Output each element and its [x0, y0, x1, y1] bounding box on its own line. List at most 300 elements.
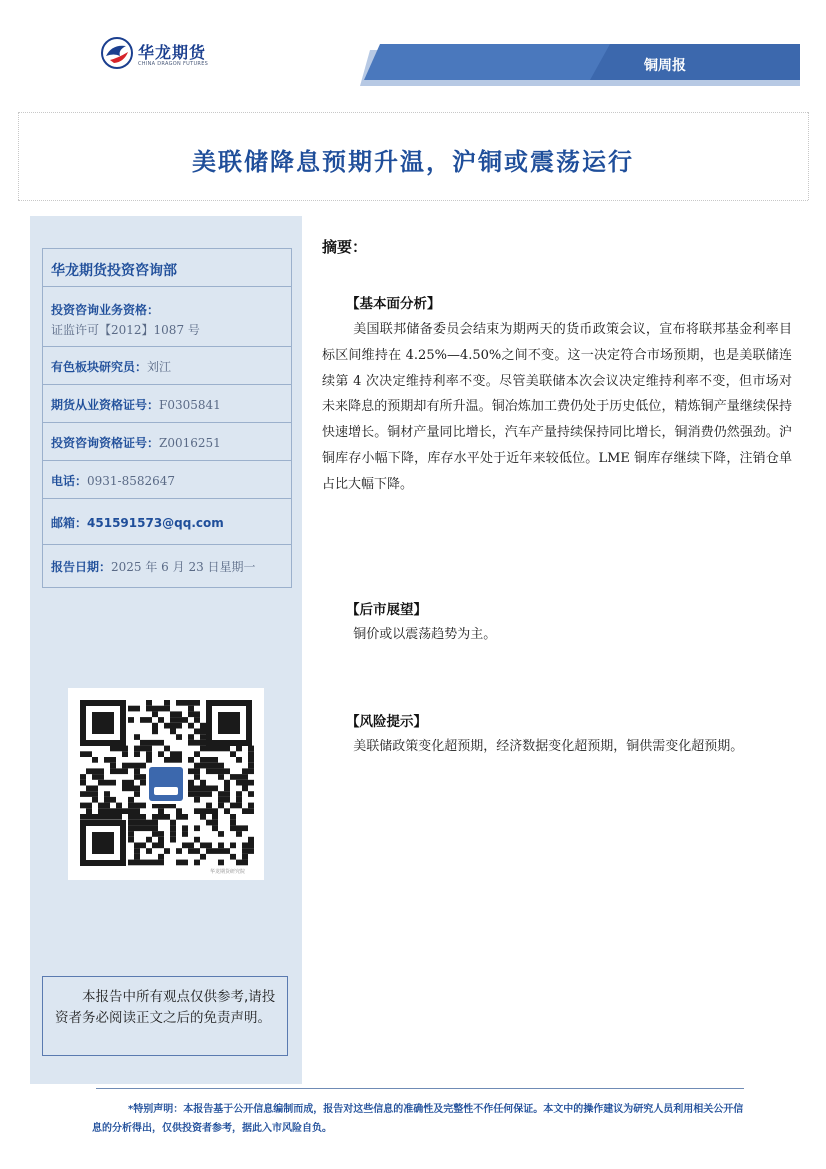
footer-divider — [96, 1088, 744, 1089]
qr-module — [176, 700, 182, 706]
qr-module — [152, 860, 158, 866]
qr-module — [128, 797, 134, 803]
qr-module — [158, 717, 164, 723]
qr-module — [116, 803, 122, 809]
qr-module — [158, 740, 164, 746]
divider-top — [18, 112, 808, 113]
qr-module — [92, 814, 98, 820]
qr-module — [158, 854, 164, 860]
qr-module — [194, 786, 200, 792]
wechat-qr-code — [68, 688, 264, 880]
qr-module — [218, 774, 224, 780]
qr-module — [158, 843, 164, 849]
qr-module — [134, 734, 140, 740]
qr-module — [152, 740, 158, 746]
qr-module — [200, 843, 206, 849]
qr-module — [134, 854, 140, 860]
qr-module — [248, 768, 254, 774]
qr-module — [218, 860, 224, 866]
qr-module — [134, 706, 140, 712]
qr-module — [146, 740, 152, 746]
qr-module — [194, 700, 200, 706]
qr-module — [242, 854, 248, 860]
qr-module — [170, 837, 176, 843]
qr-module — [188, 711, 194, 717]
qr-module — [248, 837, 254, 843]
qr-module — [158, 808, 164, 814]
qr-module — [80, 774, 86, 780]
qr-module — [122, 751, 128, 757]
qr-module — [176, 723, 182, 729]
qr-module — [146, 860, 152, 866]
qr-module — [218, 843, 224, 849]
qr-module — [146, 820, 152, 826]
qr-module — [206, 763, 212, 769]
qr-module — [242, 808, 248, 814]
qr-module — [92, 786, 98, 792]
phone-row — [43, 461, 291, 499]
fundamentals-paragraph: 美国联邦储备委员会结束为期两天的货币政策会议，宣布将联邦基金利率目标区间维持在 4.25%—4.50%之间不变。这一决定符合市场预期，也是美联储连续第 4 次决定维持利率不变。尽管美联储本次会议决定维持利率不变，但市场对未来降息的预期却有所升温。铜冶炼加工费仍处于历史低位，精炼铜产量继续保持快速增长。铜材产量同比增长，汽车产量持续保持同比增长，铜消费仍然强劲。沪铜库存小幅下降，库存水平处于近年来较低位。LME 铜库存继续下降，注销仓单占比大幅下降。 — [322, 322, 792, 492]
qr-module — [140, 814, 146, 820]
qr-module — [236, 757, 242, 763]
qr-module — [152, 711, 158, 717]
qr-module — [242, 774, 248, 780]
qr-module — [206, 786, 212, 792]
qr-module — [80, 791, 86, 797]
company-subtitle: CHINA DRAGON FUTURES — [138, 61, 209, 67]
qr-module — [110, 808, 116, 814]
qr-module — [182, 700, 188, 706]
qr-module — [140, 763, 146, 769]
qr-module — [218, 848, 224, 854]
qr-module — [164, 700, 170, 706]
qr-module — [134, 808, 140, 814]
qr-module — [158, 860, 164, 866]
qr-module — [164, 746, 170, 752]
qualification-label: 投资咨询业务资格： — [51, 303, 160, 317]
qr-module — [206, 803, 212, 809]
researcher-label: 有色板块研究员： — [51, 360, 148, 374]
qr-module — [122, 786, 128, 792]
qr-module — [134, 746, 140, 752]
qr-module — [98, 780, 104, 786]
qr-module — [80, 780, 86, 786]
outlook-heading: 【后市展望】 — [346, 602, 427, 618]
qr-module — [236, 825, 242, 831]
qr-module — [218, 797, 224, 803]
qr-module — [128, 825, 134, 831]
qr-module — [206, 843, 212, 849]
qr-module — [116, 768, 122, 774]
department-row — [43, 249, 291, 287]
qr-module — [200, 723, 206, 729]
qr-module — [134, 751, 140, 757]
qr-module — [122, 808, 128, 814]
contact-info-box — [42, 248, 292, 588]
qr-module — [164, 706, 170, 712]
qr-module — [164, 757, 170, 763]
qr-module — [236, 746, 242, 752]
report-date-row — [43, 545, 291, 587]
qr-module — [86, 803, 92, 809]
qr-finder-top-left — [80, 700, 126, 746]
qr-module — [170, 831, 176, 837]
qr-module — [110, 768, 116, 774]
qr-module — [158, 837, 164, 843]
qr-module — [104, 791, 110, 797]
sidebar-disclaimer — [42, 976, 288, 1056]
qr-module — [200, 763, 206, 769]
qr-module — [140, 860, 146, 866]
qr-module — [128, 763, 134, 769]
qr-module — [104, 808, 110, 814]
qr-module — [110, 814, 116, 820]
qr-module — [122, 746, 128, 752]
qr-module — [152, 825, 158, 831]
qr-module — [104, 814, 110, 820]
qr-module — [176, 734, 182, 740]
qr-module — [176, 808, 182, 814]
qr-module — [104, 757, 110, 763]
qr-module — [128, 717, 134, 723]
qr-module — [104, 803, 110, 809]
divider-bottom — [18, 200, 808, 201]
qr-module — [128, 860, 134, 866]
qr-module — [152, 820, 158, 826]
qr-module — [218, 803, 224, 809]
qr-module — [218, 791, 224, 797]
qr-module — [212, 808, 218, 814]
qr-module — [206, 757, 212, 763]
qualification-row — [43, 287, 291, 347]
qr-module — [206, 791, 212, 797]
qr-module — [188, 734, 194, 740]
qr-module — [134, 803, 140, 809]
qr-module — [242, 768, 248, 774]
qr-module — [188, 757, 194, 763]
qr-module — [98, 808, 104, 814]
qr-module — [212, 820, 218, 826]
qr-module — [140, 780, 146, 786]
qr-module — [176, 860, 182, 866]
qr-module — [140, 820, 146, 826]
qr-module — [98, 803, 104, 809]
qr-module — [206, 746, 212, 752]
qr-module — [152, 843, 158, 849]
qr-module — [98, 768, 104, 774]
qr-module — [206, 848, 212, 854]
qr-module — [146, 746, 152, 752]
qr-module — [158, 706, 164, 712]
qr-module — [230, 854, 236, 860]
risk-paragraph: 美联储政策变化超预期，经济数据变化超预期，铜供需变化超预期。 — [353, 739, 744, 754]
report-type-label: 铜周报 — [644, 58, 686, 74]
qr-caption: 华龙期货研究院 — [210, 869, 246, 875]
qr-module — [212, 768, 218, 774]
sidebar-disclaimer-text: 本报告中所有观点仅供参考,请投资者务必阅读正文之后的免责声明。 — [55, 989, 276, 1026]
qr-module — [80, 751, 86, 757]
qr-module — [80, 814, 86, 820]
qr-module — [86, 814, 92, 820]
qr-module — [182, 843, 188, 849]
qr-module — [236, 791, 242, 797]
qr-module — [194, 711, 200, 717]
qr-module — [92, 768, 98, 774]
qr-module — [194, 717, 200, 723]
researcher-value: 刘江 — [147, 360, 172, 374]
qr-module — [146, 706, 152, 712]
qr-module — [194, 763, 200, 769]
qr-module — [158, 751, 164, 757]
qualification-value: 证监许可【2012】1087 号 — [51, 323, 200, 337]
qr-module — [224, 786, 230, 792]
qr-module — [134, 843, 140, 849]
outlook-paragraph: 铜价或以震荡趋势为主。 — [353, 627, 497, 642]
qr-module — [152, 831, 158, 837]
qr-module — [248, 763, 254, 769]
futures-cert-row — [43, 385, 291, 423]
qr-module — [86, 791, 92, 797]
qr-module — [188, 843, 194, 849]
qr-module — [146, 700, 152, 706]
qr-module — [116, 746, 122, 752]
qr-module — [128, 786, 134, 792]
qr-module — [194, 825, 200, 831]
qr-module — [194, 848, 200, 854]
qr-module — [176, 757, 182, 763]
qr-module — [116, 808, 122, 814]
email-row — [43, 499, 291, 545]
qr-module — [212, 763, 218, 769]
qr-module — [218, 746, 224, 752]
qr-module — [122, 763, 128, 769]
qr-module — [134, 825, 140, 831]
qr-module — [194, 808, 200, 814]
qr-module — [206, 768, 212, 774]
qr-module — [236, 803, 242, 809]
researcher-row — [43, 347, 291, 385]
qr-module — [98, 814, 104, 820]
qr-module — [158, 814, 164, 820]
qr-module — [212, 848, 218, 854]
qr-module — [194, 797, 200, 803]
qr-module — [188, 848, 194, 854]
consult-cert-value: Z0016251 — [159, 436, 221, 450]
qr-module — [212, 825, 218, 831]
qr-module — [134, 763, 140, 769]
qr-module — [248, 757, 254, 763]
qr-module — [140, 825, 146, 831]
qr-module — [230, 820, 236, 826]
qr-module — [248, 803, 254, 809]
qr-module — [224, 808, 230, 814]
dragon-logo-icon — [100, 36, 134, 70]
qr-module — [194, 729, 200, 735]
qr-module — [248, 843, 254, 849]
qr-module — [188, 768, 194, 774]
qr-module — [200, 757, 206, 763]
qr-module — [104, 780, 110, 786]
qr-module — [188, 740, 194, 746]
qr-module — [200, 791, 206, 797]
qr-module — [242, 860, 248, 866]
qr-module — [152, 729, 158, 735]
qr-module — [236, 831, 242, 837]
qr-module — [86, 751, 92, 757]
qr-module — [182, 717, 188, 723]
report-title: 美联储降息预期升温，沪铜或震荡运行 — [192, 148, 634, 176]
qr-module — [224, 797, 230, 803]
qr-module — [128, 820, 134, 826]
qr-module — [134, 860, 140, 866]
qr-module — [242, 780, 248, 786]
footer-statement: *特别声明：本报告基于公开信息编制而成，报告对这些信息的准确性及完整性不作任何保证。本文中的操作建议为研究人员利用相关公开信息的分析得出，仅供投资者参考，据此入市风险自负。 — [92, 1104, 744, 1134]
qr-module — [236, 774, 242, 780]
qr-module — [188, 786, 194, 792]
qr-module — [230, 825, 236, 831]
qr-module — [134, 820, 140, 826]
qr-module — [230, 803, 236, 809]
qr-module — [92, 797, 98, 803]
qr-module — [110, 797, 116, 803]
qr-module — [164, 814, 170, 820]
qr-module — [128, 808, 134, 814]
qr-module — [248, 791, 254, 797]
qr-module — [194, 860, 200, 866]
qr-module — [206, 820, 212, 826]
qr-module — [188, 723, 194, 729]
qr-module — [92, 791, 98, 797]
qr-module — [122, 768, 128, 774]
qr-module — [92, 757, 98, 763]
qr-module — [200, 808, 206, 814]
qr-module — [224, 848, 230, 854]
qr-module — [200, 746, 206, 752]
consult-cert-row — [43, 423, 291, 461]
qr-module — [212, 757, 218, 763]
qr-module — [110, 780, 116, 786]
qr-module — [230, 751, 236, 757]
qr-module — [212, 814, 218, 820]
qr-module — [212, 786, 218, 792]
qr-module — [218, 831, 224, 837]
qr-module — [200, 814, 206, 820]
qr-module — [128, 706, 134, 712]
qr-module — [242, 848, 248, 854]
email-label: 邮箱： — [51, 516, 88, 530]
qr-module — [128, 837, 134, 843]
qr-module — [98, 774, 104, 780]
qr-module — [134, 791, 140, 797]
qr-module — [230, 774, 236, 780]
qr-module — [182, 831, 188, 837]
risk-heading: 【风险提示】 — [346, 714, 427, 730]
qr-module — [218, 768, 224, 774]
futures-cert-label: 期货从业资格证号： — [51, 398, 160, 412]
qr-module — [140, 774, 146, 780]
email-value[interactable]: 451591573@qq.com — [87, 516, 224, 530]
qr-module — [170, 820, 176, 826]
qr-module — [134, 814, 140, 820]
qr-module — [194, 751, 200, 757]
qr-module — [158, 831, 164, 837]
qr-module — [170, 711, 176, 717]
qr-module — [86, 808, 92, 814]
qr-module — [200, 734, 206, 740]
qr-module — [80, 803, 86, 809]
qr-module — [230, 843, 236, 849]
qr-module — [146, 751, 152, 757]
qr-module — [200, 729, 206, 735]
qr-module — [140, 746, 146, 752]
qr-module — [176, 814, 182, 820]
qr-module — [194, 837, 200, 843]
qr-module — [236, 797, 242, 803]
qr-module — [152, 706, 158, 712]
qr-module — [248, 751, 254, 757]
qr-module — [170, 729, 176, 735]
qr-module — [164, 848, 170, 854]
qr-module — [182, 860, 188, 866]
qr-module — [146, 848, 152, 854]
qr-module — [146, 837, 152, 843]
qr-module — [200, 854, 206, 860]
qr-module — [146, 825, 152, 831]
qr-module — [140, 717, 146, 723]
report-date-label: 报告日期： — [51, 560, 112, 574]
qr-module — [140, 843, 146, 849]
qr-module — [170, 723, 176, 729]
qr-module — [170, 825, 176, 831]
company-name: 华龙期货 — [138, 43, 207, 62]
qr-module — [242, 825, 248, 831]
qr-finder-top-right — [206, 700, 252, 746]
qr-module — [248, 848, 254, 854]
qr-module — [224, 768, 230, 774]
qr-module — [248, 780, 254, 786]
qr-module — [248, 746, 254, 752]
qr-module — [176, 751, 182, 757]
qr-center-logo — [146, 764, 186, 804]
qr-module — [110, 763, 116, 769]
qr-module — [236, 860, 242, 866]
qr-module — [188, 700, 194, 706]
qr-module — [242, 843, 248, 849]
qr-module — [110, 746, 116, 752]
qr-module — [104, 797, 110, 803]
qr-module — [194, 774, 200, 780]
qr-module — [200, 780, 206, 786]
qr-module — [200, 786, 206, 792]
qr-module — [116, 814, 122, 820]
qr-module — [128, 814, 134, 820]
phone-label: 电话： — [51, 474, 88, 488]
qr-module — [170, 757, 176, 763]
qr-module — [128, 831, 134, 837]
qr-module — [134, 848, 140, 854]
qr-module — [128, 780, 134, 786]
fundamentals-heading: 【基本面分析】 — [346, 296, 441, 312]
qr-module — [86, 768, 92, 774]
qr-module — [110, 757, 116, 763]
qr-module — [152, 814, 158, 820]
qr-module — [170, 751, 176, 757]
phone-value: 0931-8582647 — [87, 474, 176, 488]
qr-module — [176, 717, 182, 723]
consult-cert-label: 投资咨询资格证号： — [51, 436, 160, 450]
qr-module — [230, 814, 236, 820]
qr-module — [134, 774, 140, 780]
